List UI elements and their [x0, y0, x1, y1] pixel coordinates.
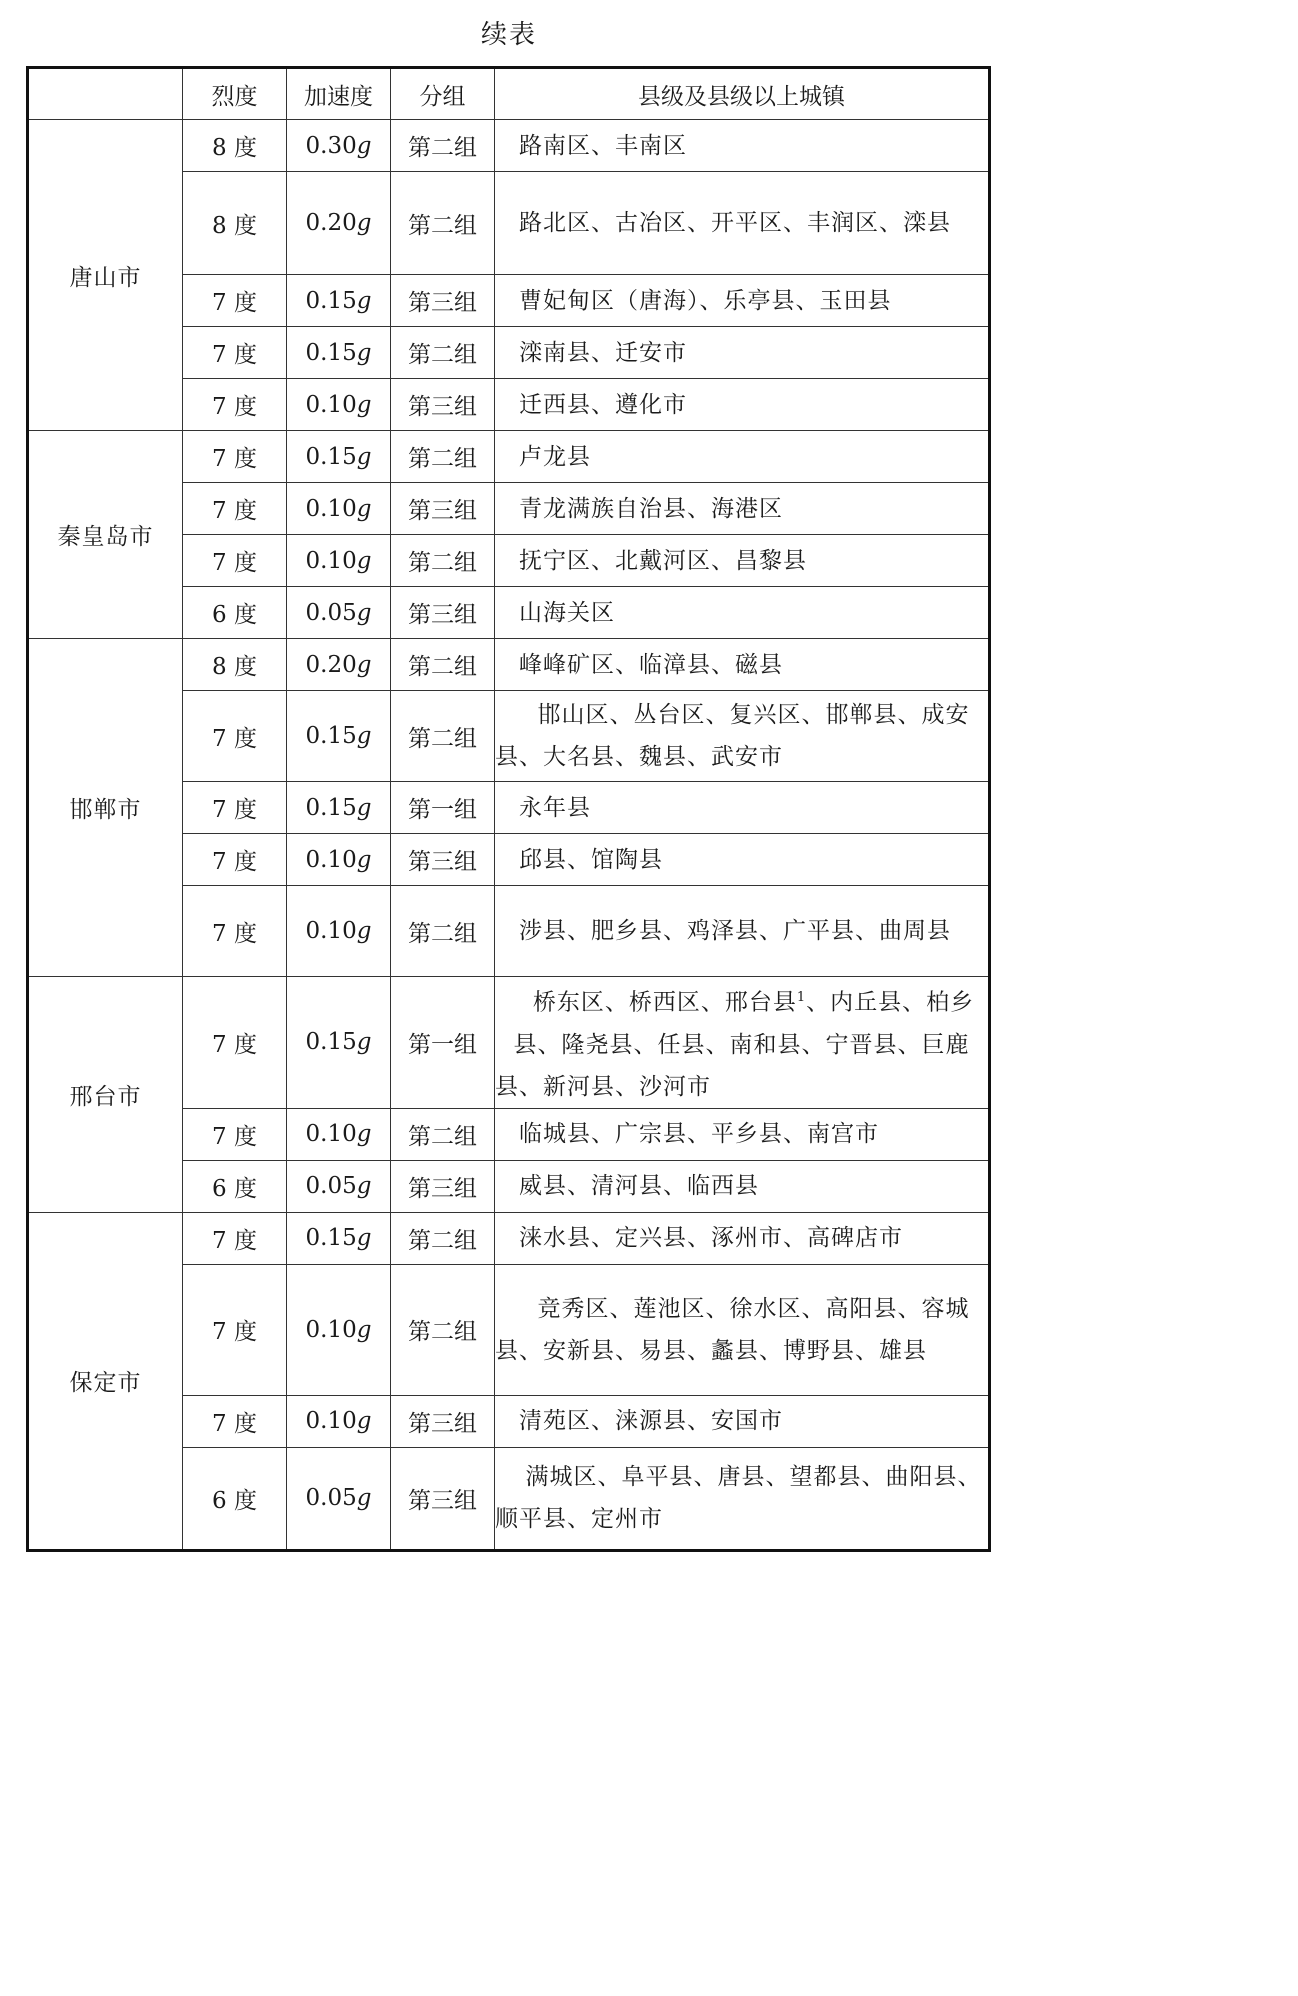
group-cell: 第三组 [391, 275, 495, 327]
group-cell: 第二组 [391, 639, 495, 691]
group-cell: 第三组 [391, 587, 495, 639]
header-intensity: 烈度 [183, 68, 287, 120]
group-cell: 第三组 [391, 1395, 495, 1447]
intensity-cell: 7 度 [183, 886, 287, 977]
header-acceleration: 加速度 [287, 68, 391, 120]
group-cell: 第二组 [391, 1264, 495, 1395]
acceleration-cell: 0.20g [287, 639, 391, 691]
towns-cell: 迁西县、遵化市 [495, 379, 990, 431]
group-cell: 第二组 [391, 120, 495, 172]
acceleration-cell: 0.30g [287, 120, 391, 172]
towns-cell: 永年县 [495, 782, 990, 834]
towns-cell: 清苑区、涞源县、安国市 [495, 1395, 990, 1447]
intensity-cell: 7 度 [183, 535, 287, 587]
table-header-row [28, 68, 990, 120]
acceleration-cell: 0.10g [287, 379, 391, 431]
group-cell: 第三组 [391, 483, 495, 535]
group-cell: 第三组 [391, 379, 495, 431]
group-cell: 第二组 [391, 1108, 495, 1160]
towns-cell: 曹妃甸区（唐海）、乐亭县、玉田县 [495, 275, 990, 327]
towns-cell: 涉县、肥乡县、鸡泽县、广平县、曲周县 [495, 886, 990, 977]
city-name: 唐山市 [28, 120, 183, 431]
acceleration-cell: 0.20g [287, 172, 391, 275]
acceleration-cell: 0.10g [287, 1108, 391, 1160]
intensity-cell: 7 度 [183, 1264, 287, 1395]
table-row [28, 639, 990, 691]
towns-cell: 路南区、丰南区 [495, 120, 990, 172]
towns-cell: 威县、清河县、临西县 [495, 1160, 990, 1212]
intensity-cell: 6 度 [183, 587, 287, 639]
intensity-cell: 7 度 [183, 1212, 287, 1264]
acceleration-cell: 0.10g [287, 535, 391, 587]
intensity-cell: 7 度 [183, 691, 287, 782]
intensity-cell: 7 度 [183, 1395, 287, 1447]
table-row [28, 431, 990, 483]
table-row [28, 1212, 990, 1264]
intensity-cell: 7 度 [183, 1108, 287, 1160]
table-row [28, 977, 990, 1109]
towns-cell: 竞秀区、莲池区、徐水区、高阳县、容城县、安新县、易县、蠡县、博野县、雄县 [495, 1264, 990, 1395]
acceleration-cell: 0.15g [287, 327, 391, 379]
seismic-zoning-table [26, 66, 991, 1552]
acceleration-cell: 0.15g [287, 691, 391, 782]
city-name: 保定市 [28, 1212, 183, 1550]
city-name: 邢台市 [28, 977, 183, 1213]
group-cell: 第二组 [391, 886, 495, 977]
acceleration-cell: 0.05g [287, 1160, 391, 1212]
group-cell: 第二组 [391, 431, 495, 483]
towns-cell: 青龙满族自治县、海港区 [495, 483, 990, 535]
intensity-cell: 6 度 [183, 1160, 287, 1212]
intensity-cell: 7 度 [183, 834, 287, 886]
acceleration-cell: 0.05g [287, 1447, 391, 1550]
group-cell: 第一组 [391, 782, 495, 834]
group-cell: 第二组 [391, 327, 495, 379]
city-name: 秦皇岛市 [28, 431, 183, 639]
header-group: 分组 [391, 68, 495, 120]
intensity-cell: 8 度 [183, 172, 287, 275]
intensity-cell: 6 度 [183, 1447, 287, 1550]
city-name: 邯郸市 [28, 639, 183, 977]
acceleration-cell: 0.10g [287, 1395, 391, 1447]
towns-cell: 卢龙县 [495, 431, 990, 483]
group-cell: 第二组 [391, 691, 495, 782]
acceleration-cell: 0.10g [287, 886, 391, 977]
towns-cell: 滦南县、迁安市 [495, 327, 990, 379]
header-towns: 县级及县级以上城镇 [495, 68, 990, 120]
towns-cell: 抚宁区、北戴河区、昌黎县 [495, 535, 990, 587]
towns-cell: 峰峰矿区、临漳县、磁县 [495, 639, 990, 691]
group-cell: 第二组 [391, 172, 495, 275]
intensity-cell: 7 度 [183, 327, 287, 379]
acceleration-cell: 0.10g [287, 483, 391, 535]
group-cell: 第三组 [391, 1160, 495, 1212]
towns-cell: 桥东区、桥西区、邢台县$^1$、内丘县、柏乡县、隆尧县、任县、南和县、宁晋县、巨鹿县、新河县、沙河市 [495, 977, 990, 1109]
table-row [28, 120, 990, 172]
acceleration-cell: 0.15g [287, 275, 391, 327]
acceleration-cell: 0.10g [287, 834, 391, 886]
acceleration-cell: 0.15g [287, 782, 391, 834]
towns-cell: 山海关区 [495, 587, 990, 639]
towns-cell: 邯山区、丛台区、复兴区、邯郸县、成安县、大名县、魏县、武安市 [495, 691, 990, 782]
intensity-cell: 7 度 [183, 379, 287, 431]
page-title: 续表 [480, 20, 537, 50]
group-cell: 第三组 [391, 834, 495, 886]
intensity-cell: 7 度 [183, 782, 287, 834]
acceleration-cell: 0.05g [287, 587, 391, 639]
towns-cell: 满城区、阜平县、唐县、望都县、曲阳县、顺平县、定州市 [495, 1447, 990, 1550]
intensity-cell: 7 度 [183, 275, 287, 327]
group-cell: 第二组 [391, 535, 495, 587]
intensity-cell: 7 度 [183, 977, 287, 1109]
towns-cell: 涞水县、定兴县、涿州市、高碑店市 [495, 1212, 990, 1264]
group-cell: 第一组 [391, 977, 495, 1109]
intensity-cell: 8 度 [183, 120, 287, 172]
towns-cell: 路北区、古冶区、开平区、丰润区、滦县 [495, 172, 990, 275]
acceleration-cell: 0.15g [287, 977, 391, 1109]
towns-cell: 临城县、广宗县、平乡县、南宫市 [495, 1108, 990, 1160]
group-cell: 第二组 [391, 1212, 495, 1264]
intensity-cell: 7 度 [183, 431, 287, 483]
footnote-marker: 1 [796, 990, 807, 1005]
acceleration-cell: 0.15g [287, 431, 391, 483]
towns-cell: 邱县、馆陶县 [495, 834, 990, 886]
header-city [28, 68, 183, 120]
acceleration-cell: 0.15g [287, 1212, 391, 1264]
intensity-cell: 8 度 [183, 639, 287, 691]
acceleration-cell: 0.10g [287, 1264, 391, 1395]
intensity-cell: 7 度 [183, 483, 287, 535]
group-cell: 第三组 [391, 1447, 495, 1550]
